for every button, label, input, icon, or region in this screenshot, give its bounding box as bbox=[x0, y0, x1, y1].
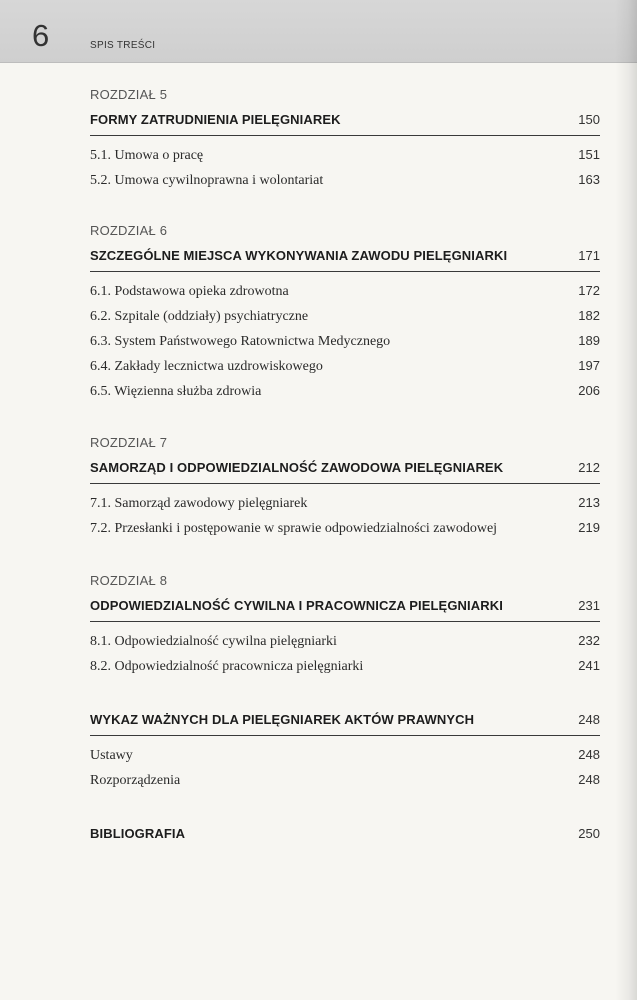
section-title: 6.3. System Państwowego Ratownictwa Medycznego bbox=[90, 334, 391, 349]
bibliography-title: BIBLIOGRAFIA bbox=[90, 826, 186, 841]
section-title-row[interactable] bbox=[90, 706, 600, 734]
section-title: 6.4. Zakłady lecznictwa uzdrowiskowego bbox=[90, 359, 323, 374]
toc-entry[interactable] bbox=[90, 378, 600, 403]
chapter-6 bbox=[90, 220, 600, 403]
chapter-title: FORMY ZATRUDNIENIA PIELĘGNIAREK bbox=[90, 112, 341, 127]
toc-entry[interactable] bbox=[90, 167, 600, 192]
page-ref: 219 bbox=[578, 520, 600, 535]
chapter-5 bbox=[90, 84, 600, 192]
page-ref: 206 bbox=[578, 383, 600, 398]
toc-entry[interactable] bbox=[90, 303, 600, 328]
chapter-title-row[interactable] bbox=[90, 106, 600, 134]
toc-entry[interactable] bbox=[90, 278, 600, 303]
page-number: 6 bbox=[32, 18, 50, 53]
toc-entry[interactable] bbox=[90, 653, 600, 678]
chapter-label: ROZDZIAŁ 6 bbox=[90, 223, 168, 238]
page-ref: 171 bbox=[578, 248, 600, 263]
chapter-label: ROZDZIAŁ 8 bbox=[90, 573, 168, 588]
page-ref: 248 bbox=[578, 772, 600, 787]
title-divider bbox=[90, 271, 600, 272]
chapter-title-row[interactable] bbox=[90, 454, 600, 482]
section-title: 7.1. Samorząd zawodowy pielęgniarek bbox=[90, 496, 308, 511]
toc-entry[interactable] bbox=[90, 490, 600, 515]
section-title: 7.2. Przesłanki i postępowanie w sprawie odpowiedzialności zawodowej bbox=[90, 521, 498, 536]
toc-entry[interactable] bbox=[90, 142, 600, 167]
page-ref: 248 bbox=[578, 712, 600, 727]
page-ref: 182 bbox=[578, 308, 600, 323]
section-title: 8.2. Odpowiedzialność pracownicza pielęgniarki bbox=[90, 659, 364, 674]
section-title: 6.1. Podstawowa opieka zdrowotna bbox=[90, 284, 289, 299]
section-title: 6.2. Szpitale (oddziały) psychiatryczne bbox=[90, 309, 309, 324]
chapter-title-row[interactable] bbox=[90, 242, 600, 270]
page-ref: 248 bbox=[578, 747, 600, 762]
toc-entry[interactable] bbox=[90, 628, 600, 653]
page-ref: 213 bbox=[578, 495, 600, 510]
running-head: SPIS TREŚCI bbox=[90, 40, 156, 51]
toc-entry[interactable] bbox=[90, 742, 600, 767]
section-title: 5.2. Umowa cywilnoprawna i wolontariat bbox=[90, 173, 324, 188]
toc-entry[interactable] bbox=[90, 767, 600, 792]
title-divider bbox=[90, 621, 600, 622]
chapter-title: ODPOWIEDZIALNOŚĆ CYWILNA I PRACOWNICZA PIELĘGNIARKI bbox=[90, 598, 503, 613]
section-title: 5.1. Umowa o pracę bbox=[90, 148, 204, 163]
page-ref: 241 bbox=[578, 658, 600, 673]
page-ref: 150 bbox=[578, 112, 600, 127]
legal-acts-section bbox=[90, 706, 600, 792]
page-ref: 197 bbox=[578, 358, 600, 373]
page-ref: 250 bbox=[578, 826, 600, 841]
title-divider bbox=[90, 135, 600, 136]
chapter-title: SZCZEGÓLNE MIEJSCA WYKONYWANIA ZAWODU PIELĘGNIARKI bbox=[90, 248, 508, 263]
toc-entry[interactable] bbox=[90, 515, 600, 540]
chapter-7 bbox=[90, 432, 600, 540]
bibliography-section bbox=[90, 820, 600, 848]
chapter-label: ROZDZIAŁ 5 bbox=[90, 87, 168, 102]
toc-entry[interactable] bbox=[90, 328, 600, 353]
section-title: Ustawy bbox=[90, 748, 133, 763]
chapter-title: SAMORZĄD I ODPOWIEDZIALNOŚĆ ZAWODOWA PIELĘGNIAREK bbox=[90, 460, 504, 475]
page-edge-shadow bbox=[615, 0, 637, 1000]
section-title: Rozporządzenia bbox=[90, 773, 181, 788]
toc-entry[interactable] bbox=[90, 353, 600, 378]
title-divider bbox=[90, 735, 600, 736]
page-ref: 232 bbox=[578, 633, 600, 648]
page-header bbox=[0, 0, 637, 63]
section-title: 6.5. Więzienna służba zdrowia bbox=[90, 384, 262, 399]
chapter-title-row[interactable] bbox=[90, 592, 600, 620]
chapter-label: ROZDZIAŁ 7 bbox=[90, 435, 168, 450]
page-ref: 212 bbox=[578, 460, 600, 475]
page-ref: 172 bbox=[578, 283, 600, 298]
chapter-8 bbox=[90, 570, 600, 678]
page-ref: 231 bbox=[578, 598, 600, 613]
legal-acts-title: WYKAZ WAŻNYCH DLA PIELĘGNIAREK AKTÓW PRAWNYCH bbox=[90, 712, 475, 727]
page-ref: 189 bbox=[578, 333, 600, 348]
section-title: 8.1. Odpowiedzialność cywilna pielęgniarki bbox=[90, 634, 337, 649]
section-title-row[interactable] bbox=[90, 820, 600, 848]
page-ref: 163 bbox=[578, 172, 600, 187]
page-ref: 151 bbox=[578, 147, 600, 162]
title-divider bbox=[90, 483, 600, 484]
